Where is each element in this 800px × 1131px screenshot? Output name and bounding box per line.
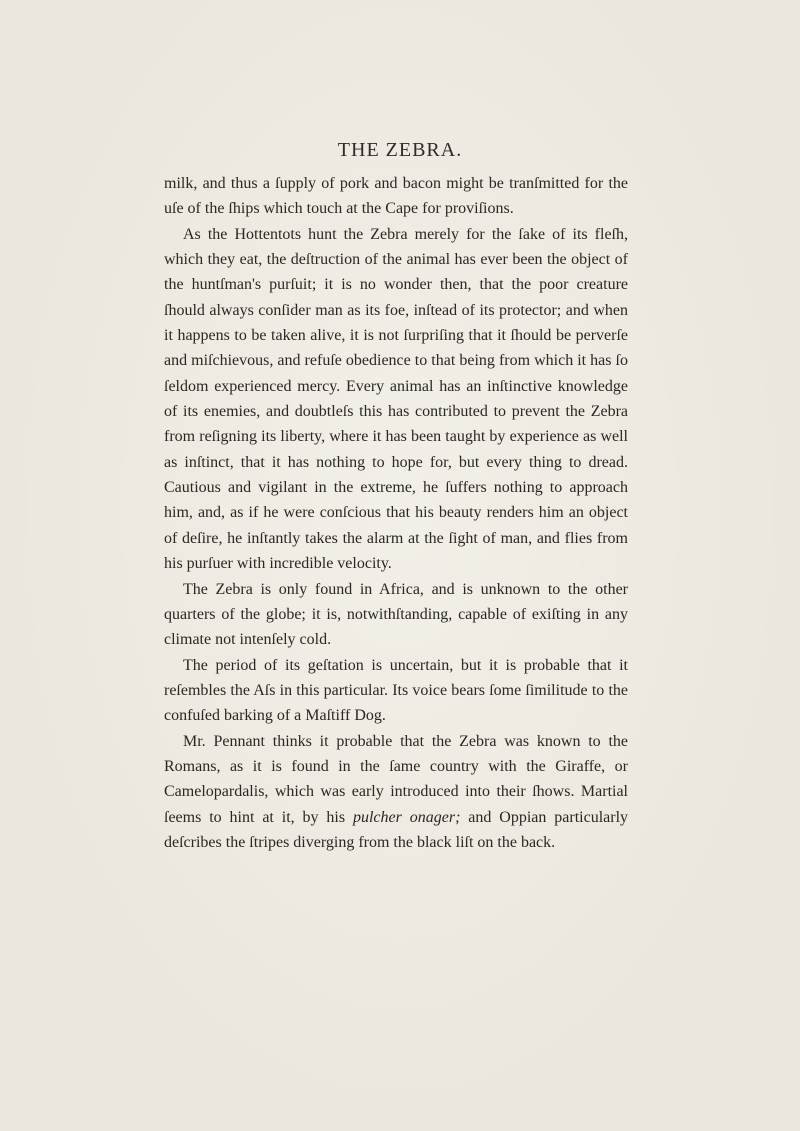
paragraph-romans-italic-quote: pulcher onager; (352, 808, 461, 826)
paragraph-romans-text-before: Mr. Pennant thinks it probable that the Zebra was known to the Romans, as it is found in the ſame country with the Giraffe, or Camelopardalis, which was early introduced into their ſhows. Martial ſeems to hint at it, by his (164, 732, 628, 826)
paragraph-hunting: As the Hottentots hunt the Zebra merely for the ſake of its fleſh, which they eat, the deſtruction of the animal has ever been the object of the huntſman's purſuit; it is no wonder then, that the poor creature ſhould always conſider man as its foe, inſtead of its protector; and when it happens to be taken alive, it is not ſurpriſing that it ſhould be perverſe and miſchievous, and refuſe obedience to that being from which it has ſo ſeldom experienced mercy. Every animal has an inſtinctive knowledge of its enemies, and doubtleſs this has contributed to prevent the Zebra from reſigning its liberty, where it has been taught by experience as well as inſtinct, that it has nothing to hope for, but every thing to dread. Cautious and vigilant in the extreme, he ſuffers nothing to approach him, and, as if he were conſcious that his beauty renders him an object of deſire, he inſtantly takes the alarm at the ſight of man, and flies from his purſuer with incredible velocity. (164, 225, 628, 573)
paragraph-gestation: The period of its geſtation is uncertain, but it is probable that it reſembles the Aſs in this particular. Its voice bears ſome ſimilitude to the confuſed barking of a Maſtiff Dog. (164, 656, 628, 725)
running-head: THE ZEBRA. (337, 139, 463, 161)
paragraph-habitat: The Zebra is only found in Africa, and is unknown to the other quarters of the globe; it is, notwithſtanding, capable of exiſting in any climate not intenſely cold. (164, 580, 628, 649)
paragraph-romans (164, 729, 628, 856)
paragraph-romans-text-after: and Oppian particularly deſcribes the ſtripes diverging from the black liſt on the back. (164, 808, 629, 851)
paragraph-continuation: milk, and thus a ſupply of pork and bacon might be tranſmitted for the uſe of the ſhips which touch at the Cape for proviſions. (164, 175, 628, 218)
body-text (164, 171, 628, 855)
